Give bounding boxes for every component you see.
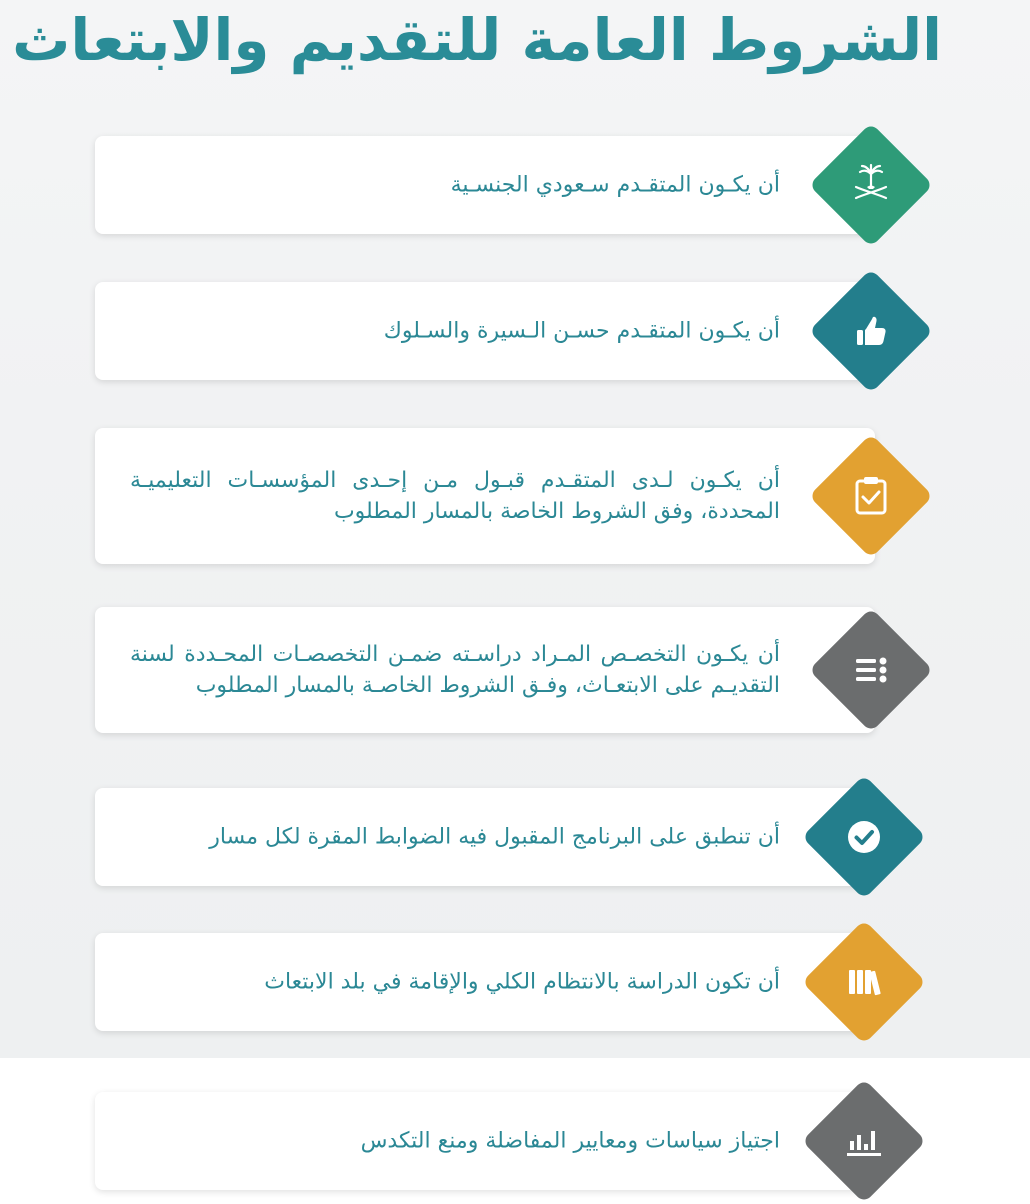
- condition-card-2: [95, 282, 875, 380]
- check-circle-icon: [834, 807, 894, 867]
- condition-card-1: [95, 136, 875, 234]
- condition-text-6: أن تكون الدراسة بالانتظام الكلي والإقامة في بلد الابتعاث: [264, 969, 780, 995]
- condition-card-4: [95, 607, 875, 733]
- condition-text-7: اجتياز سياسات ومعايير المفاضلة ومنع التكدس: [360, 1128, 780, 1154]
- condition-text-2: أن يكـون المتقـدم حسـن الـسيرة والسـلوك: [383, 318, 780, 344]
- condition-badge-3: [808, 433, 934, 559]
- condition-card-3: [95, 428, 875, 564]
- condition-badge-6: [801, 919, 927, 1045]
- books-icon: [834, 952, 894, 1012]
- page-title: الشروط العامة للتقديم والابتعاث: [12, 6, 942, 74]
- condition-card-5: [95, 788, 875, 886]
- list-icon: [841, 640, 901, 700]
- condition-badge-4: [808, 607, 934, 733]
- condition-text-1: أن يكـون المتقـدم سـعودي الجنسـية: [450, 172, 780, 198]
- condition-badge-2: [808, 268, 934, 394]
- thumbs-up-icon: [841, 301, 901, 361]
- saudi-emblem-icon: [841, 155, 901, 215]
- bar-chart-icon: [834, 1111, 894, 1171]
- condition-card-6: [95, 933, 875, 1031]
- condition-text-4: أن يكـون التخصـص المـراد دراسـته ضمـن التخصصـات المحـددة لسنة التقديـم على الابتعـاث، وفـق الشروط الخاصـة بالمسار المطلوب: [130, 642, 780, 698]
- condition-badge-5: [801, 774, 927, 900]
- condition-text-3: أن يكـون لـدى المتقـدم قبـول مـن إحـدى المؤسسـات التعليميـة المحددة، وفق الشروط الخاصة بالمسار المطلوب: [130, 468, 780, 524]
- condition-card-7: [95, 1092, 875, 1190]
- condition-text-5: أن تنطبق على البرنامج المقبول فيه الضوابط المقرة لكل مسار: [209, 824, 780, 850]
- condition-badge-1: [808, 122, 934, 248]
- clipboard-check-icon: [841, 466, 901, 526]
- condition-badge-7: [801, 1078, 927, 1204]
